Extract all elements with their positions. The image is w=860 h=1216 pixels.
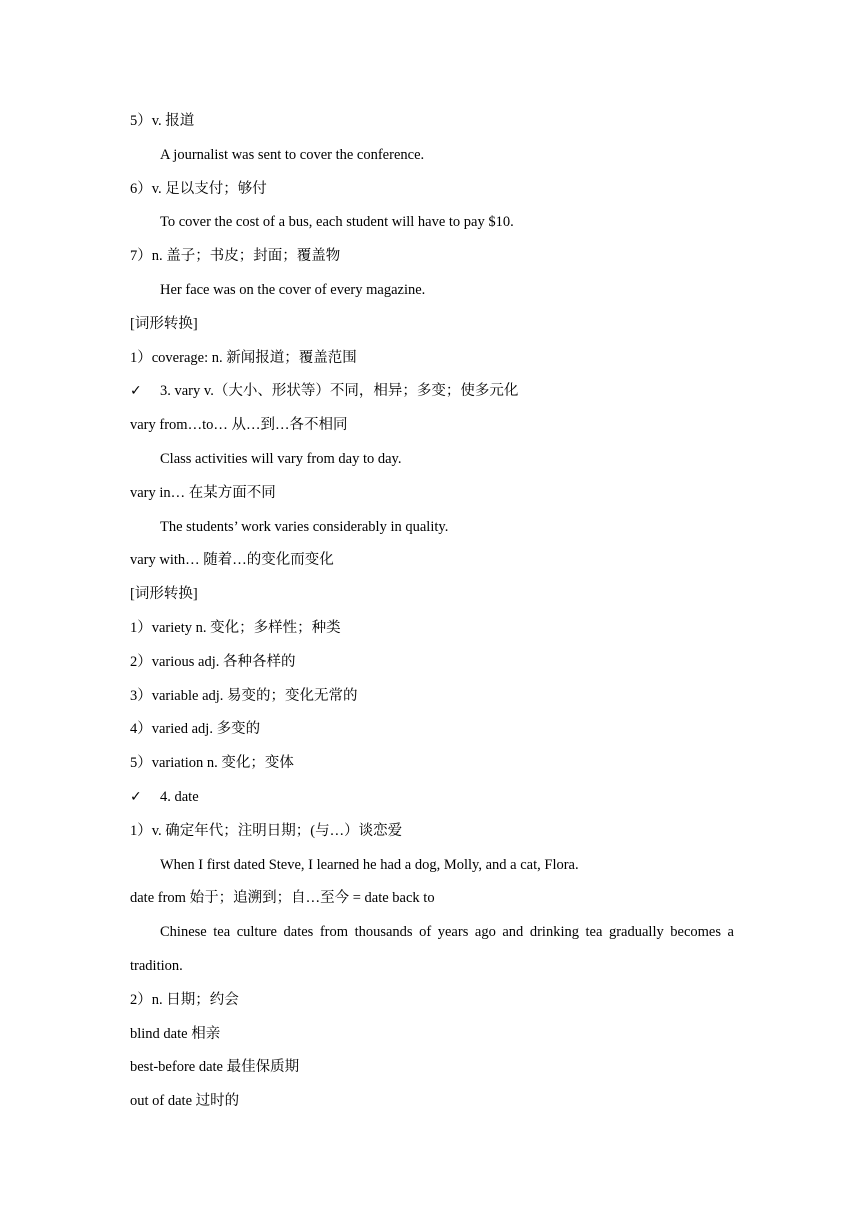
- line-text: 2）n. 日期；约会: [130, 991, 239, 1008]
- line-text: 5）variation n. 变化；变体: [130, 755, 294, 772]
- definition-line: [130, 412, 734, 446]
- checkmark-glyph: ✓: [130, 788, 142, 805]
- line-text: vary with… 随着…的变化而变化: [130, 552, 334, 569]
- definition-line: [130, 1088, 734, 1122]
- line-text: 3. vary v.（大小、形状等）不同，相异；多变；使多元化: [160, 383, 519, 400]
- checklist-heading: [130, 784, 734, 818]
- document-body: [130, 108, 734, 1122]
- line-text: Her face was on the cover of every magazine.: [160, 281, 426, 298]
- line-text: A journalist was sent to cover the conference.: [160, 146, 425, 163]
- line-text: 7）n. 盖子；书皮；封面；覆盖物: [130, 248, 341, 265]
- line-text: vary from…to… 从…到…各不相同: [130, 417, 348, 434]
- line-text: [词形转换]: [130, 586, 198, 603]
- definition-line: [130, 480, 734, 514]
- definition-line: [130, 581, 734, 615]
- definition-line: [130, 1021, 734, 1055]
- definition-line: [130, 818, 734, 852]
- line-text: best-before date 最佳保质期: [130, 1059, 300, 1076]
- definition-line: [130, 683, 734, 717]
- line-text: Class activities will vary from day to day.: [160, 450, 402, 467]
- example-sentence: [130, 446, 734, 480]
- line-text: 1）coverage: n. 新闻报道；覆盖范围: [130, 349, 357, 366]
- line-text: blind date 相亲: [130, 1025, 221, 1042]
- example-sentence: [130, 514, 734, 548]
- example-sentence: [130, 852, 734, 886]
- example-sentence: [130, 142, 734, 176]
- definition-line: [130, 750, 734, 784]
- line-text: Chinese tea culture dates from thousands of years ago and drinking tea gradually becomes a: [160, 924, 734, 941]
- definition-line: [130, 953, 734, 987]
- definition-line: [130, 243, 734, 277]
- definition-line: [130, 649, 734, 683]
- line-text: 1）variety n. 变化；多样性；种类: [130, 619, 341, 636]
- line-text: 6）v. 足以支付；够付: [130, 180, 267, 197]
- definition-line: [130, 615, 734, 649]
- definition-line: [130, 885, 734, 919]
- line-text: date from 始于；追溯到；自…至今 = date back to: [130, 890, 435, 907]
- line-text: When I first dated Steve, I learned he had a dog, Molly, and a cat, Flora.: [160, 856, 579, 873]
- checkmark-icon: [130, 784, 160, 810]
- checkmark-glyph: ✓: [130, 383, 142, 400]
- example-sentence: [130, 209, 734, 243]
- line-text: 1）v. 确定年代；注明日期；(与…）谈恋爱: [130, 822, 403, 839]
- line-text: vary in… 在某方面不同: [130, 484, 276, 501]
- line-text: The students’ work varies considerably in quality.: [160, 518, 449, 535]
- definition-line: [130, 716, 734, 750]
- definition-line: [130, 987, 734, 1021]
- example-sentence: [130, 277, 734, 311]
- line-text: To cover the cost of a bus, each student will have to pay $10.: [160, 214, 514, 231]
- checklist-heading: [130, 378, 734, 412]
- line-text: tradition.: [130, 957, 183, 974]
- line-text: [词形转换]: [130, 315, 198, 332]
- line-text: out of date 过时的: [130, 1093, 240, 1110]
- definition-line: [130, 547, 734, 581]
- line-text: 4）varied adj. 多变的: [130, 721, 261, 738]
- definition-line: [130, 311, 734, 345]
- definition-line: [130, 345, 734, 379]
- line-text: 2）various adj. 各种各样的: [130, 653, 296, 670]
- definition-line: [130, 108, 734, 142]
- line-text: 4. date: [160, 788, 199, 805]
- line-text: 3）variable adj. 易变的；变化无常的: [130, 687, 358, 704]
- checkmark-icon: [130, 378, 160, 404]
- line-text: 5）v. 报道: [130, 113, 195, 129]
- definition-line: [130, 1054, 734, 1088]
- definition-line: [130, 176, 734, 210]
- example-sentence: [130, 919, 734, 953]
